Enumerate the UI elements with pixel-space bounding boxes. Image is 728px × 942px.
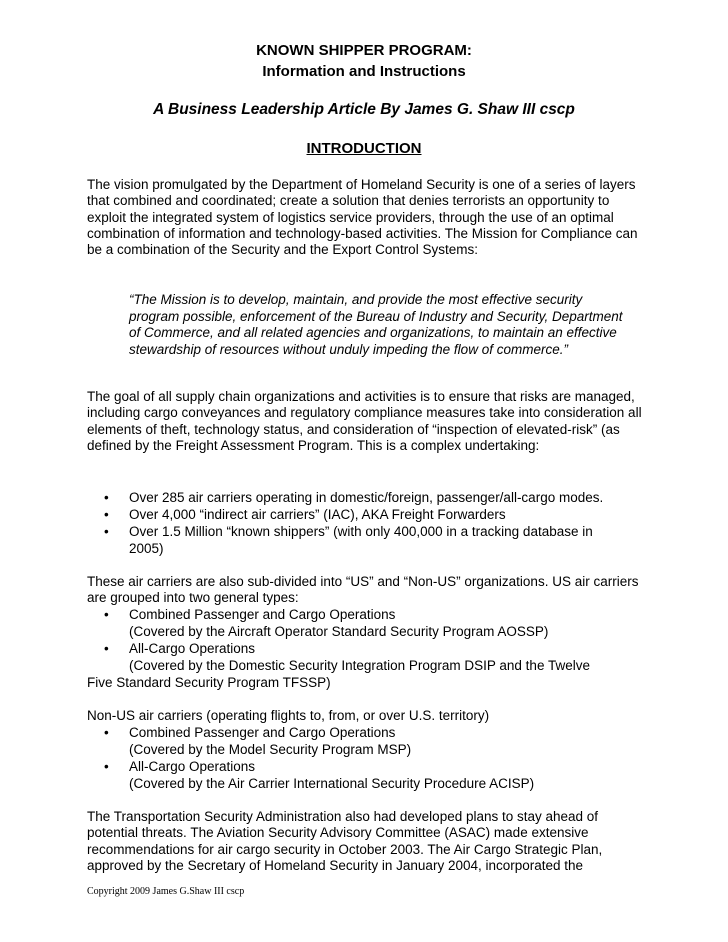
bullet-icon: • [104,759,109,774]
bullet-icon: • [104,641,109,656]
document-subtitle: Information and Instructions [262,63,466,80]
list-item-text: All-Cargo Operations [129,759,256,774]
list-item-note-text: (Covered by the Air Carrier International Security Procedure ACISP) [129,776,535,791]
section-heading [0,140,728,158]
bullet-icon: • [104,524,109,539]
list-item-text: Over 285 air carriers operating in domestic/foreign, passenger/all-cargo modes. [129,490,604,505]
list-item-note-text: (Covered by the Domestic Security Integration Program DSIP and the Twelve [129,658,590,673]
bullet-icon: • [104,507,109,522]
document-title: KNOWN SHIPPER PROGRAM: [256,42,472,59]
list-item-note-continuation: Five Standard Security Program TFSSP) [87,675,331,690]
list-item-text: All-Cargo Operations [129,641,256,656]
mission-quote: “The Mission is to develop, maintain, and provide the most effective security program possible, enforcement of the Bureau of Industry and Security, Department of Commerce, and all related agencies and organizations, to maintain an effective stewardship of resources without unduly impeding the flow of commerce.” [129,292,623,357]
list-item-text: Combined Passenger and Cargo Operations [129,607,396,622]
section-heading-text: INTRODUCTION [306,140,422,157]
paragraph-goal: The goal of all supply chain organizations and activities is to ensure that risks are managed, including cargo conveyances and regulatory compliance measures take into consideration all elements of theft, technology status, and consideration of “inspection of elevated-risk” (as defined by the Freight Assessment Program. This is a complex undertaking: [87,389,642,453]
article-byline: A Business Leadership Article By James G. Shaw III cscp [153,101,575,118]
list-item-note-text: (Covered by the Model Security Program MSP) [129,742,412,757]
list-item-text: Combined Passenger and Cargo Operations [129,725,396,740]
paragraph-air-carriers: These air carriers are also sub-divided into “US” and “Non-US” organizations. US air carriers are grouped into two general types: [87,574,639,606]
bullet-icon: • [104,490,109,505]
paragraph-tsa: The Transportation Security Administration also had developed plans to stay ahead of potential threats. The Aviation Security Advisory Committee (ASAC) made extensive recommendations for air cargo security in October 2003. The Air Cargo Strategic Plan, approved by the Secretary of Homeland Security in January 2004, incorporated the [87,809,603,873]
page-footer: Copyright 2009 James G.Shaw III cscp [87,886,245,897]
bullet-icon: • [104,607,109,622]
list-item-note-text: (Covered by the Aircraft Operator Standard Security Program AOSSP) [129,624,549,639]
list-item-text: Over 1.5 Million “known shippers” (with only 400,000 in a tracking database in 2005) [129,524,593,556]
list-item-text: Over 4,000 “indirect air carriers” (IAC), AKA Freight Forwarders [129,507,506,522]
bullet-icon: • [104,725,109,740]
paragraph-vision: The vision promulgated by the Department of Homeland Security is one of a series of layers that combined and coordinated; create a solution that denies terrorists an opportunity to exploit the integrated system of logistics service providers, through the use of an optimal combination of information and technology-based activities. The Mission for Compliance can be a combination of the Security and the Export Control Systems: [87,177,638,258]
paragraph-non-us: Non-US air carriers (operating flights to, from, or over U.S. territory) [87,708,490,723]
